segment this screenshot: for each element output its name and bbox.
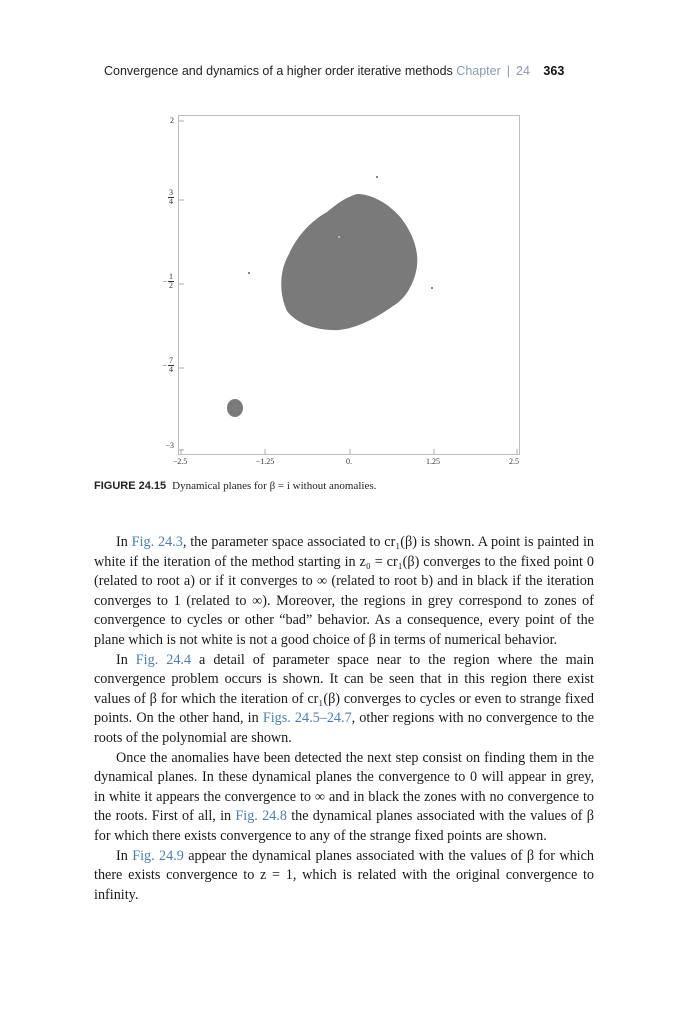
plot-svg xyxy=(179,116,519,454)
header-chapter-label: Chapter xyxy=(456,64,501,78)
y-tick-2: 2 xyxy=(170,116,174,125)
fig-ref-24-8[interactable]: Fig. 24.8 xyxy=(235,808,287,825)
x-tick-4: 2.5 xyxy=(509,457,519,466)
small-convergence-basin xyxy=(227,399,243,417)
y-tick-neg-1-2: − $\frac{1}{2}$ xyxy=(162,272,173,290)
stray-point xyxy=(431,287,433,289)
main-convergence-basin xyxy=(281,194,417,330)
x-tick-2: 0. xyxy=(346,457,352,466)
header-separator: | xyxy=(506,64,511,78)
paragraph-3: Once the anomalies have been detected the next step consist on finding them in the dynamical planes. In these dynamical planes the convergence to 0 will appear in grey, in white it appears the convergence to ∞ and in black the zones with no convergence to the roots. First of all, in Fig. 24.8 the dynamical planes associated with the values of β for which there exists convergence to any of the strange fixed points are shown. xyxy=(94,749,595,844)
header-chapter-number: 24 xyxy=(516,64,530,78)
fig-ref-24-9[interactable]: Fig. 24.9 xyxy=(132,847,184,864)
paragraph-1: In Fig. 24.3, the parameter space associated to cr₁(β) is shown. A point is painted in white if the iteration of the method starting in z₀ = cr₁(β) converges to the fixed point 0 (related to root a) or if it converges to ∞ (related to root b) and in black if the iteration converges to 1 (related to ∞). Moreover, the regions in grey correspond to zones of convergence to cycles or other “bad” behavior. As a consequence, every point of the plane which is not white is not a good choice of β in terms of numerical behavior. xyxy=(94,534,594,648)
interior-point xyxy=(338,236,340,238)
header-title: Convergence and dynamics of a higher order iterative methods xyxy=(104,64,453,78)
x-tick-3: 1.25 xyxy=(426,457,440,466)
caption-text: Dynamical planes for β = i without anomalies. xyxy=(172,480,377,492)
fig-ref-24-3[interactable]: Fig. 24.3 xyxy=(131,534,183,550)
running-header xyxy=(104,64,594,78)
body-text xyxy=(94,533,594,905)
x-tick-1: −1.25 xyxy=(255,457,275,466)
y-tick-3-4: 3 4 xyxy=(169,188,173,206)
stray-point xyxy=(376,176,378,178)
x-tick-0: −2.5 xyxy=(172,457,188,466)
paragraph-2: In Fig. 24.4 a detail of parameter space near to the region where the main convergence problem occurs is shown. It can be seen that in this region there exist values of β for which the iteration of cr₁(β) converges to cycles or even to strange fixed points. On the other hand, in Figs. 24.5–24.7, other regions with no convergence to the roots of the polynomial are shown. xyxy=(94,651,595,746)
figure-caption xyxy=(94,480,594,492)
y-tick-neg-3: −3 xyxy=(165,441,174,450)
fig-ref-24-5-7[interactable]: Figs. 24.5–24.7 xyxy=(262,710,352,727)
dynamical-plane-plot xyxy=(178,115,520,455)
paragraph-4: In Fig. 24.9 appear the dynamical planes associated with the values of β for which there exists convergence to z = 1, which is related with the original convergence to infinity. xyxy=(94,847,594,903)
stray-point xyxy=(248,272,250,274)
caption-label: FIGURE 24.15 xyxy=(94,480,167,492)
page-number: 363 xyxy=(543,64,565,78)
fig-ref-24-4[interactable]: Fig. 24.4 xyxy=(135,651,192,668)
y-tick-neg-7-4: − $\frac{7}{4}$ xyxy=(162,356,173,374)
